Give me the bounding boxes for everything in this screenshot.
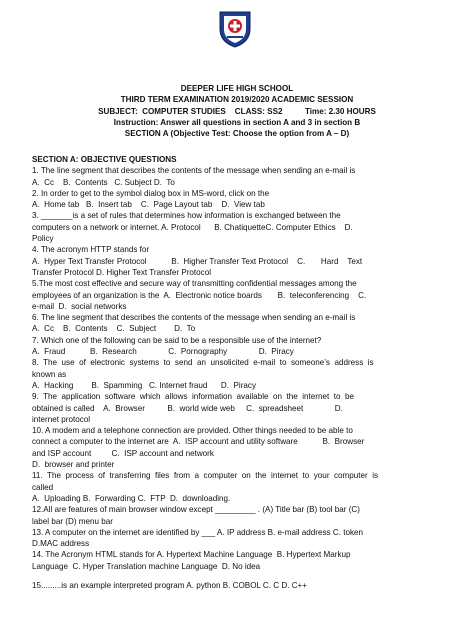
exam-title: THIRD TERM EXAMINATION 2019/2020 ACADEMIC SESSION <box>120 95 354 105</box>
question-line: called <box>32 482 54 492</box>
question-line: Transfer Protocol D. Higher Text Transfer Protocol <box>32 267 212 277</box>
school-name: DEEPER LIFE HIGH SCHOOL <box>180 84 294 93</box>
question-line: A. Hacking B. Spamming C. Internet fraud D. Piracy <box>32 380 257 390</box>
question-item <box>32 470 450 504</box>
questions-body <box>32 146 450 591</box>
question-item <box>32 210 450 244</box>
exam-header <box>0 83 474 139</box>
question-line: A. Hyper Text Transfer Protocol B. Higher Transfer Text Protocol C. Hard Text <box>32 256 363 266</box>
question-line: known as <box>32 369 67 379</box>
question-line: 10. A modem and a telephone connection are provided. Other things needed to be able to <box>32 426 353 436</box>
question-line: 8. The use of electronic systems to send an unsolicited e-mail to someone’s address is <box>32 358 374 368</box>
question-line: employees of an organization is the A. Electronic notice boards B. teleconferencing C. <box>32 290 367 300</box>
question-line: e-mail D. social networks <box>32 301 127 311</box>
question-line: obtained is called A. Browser B. world wide web C. spreadsheet D. <box>32 403 343 413</box>
school-crest-icon <box>217 9 253 49</box>
question-item <box>32 244 450 278</box>
question-line: A. Fraud B. Research C. Pornography D. Piracy <box>32 347 294 357</box>
question-list <box>32 165 450 591</box>
question-line: 6. The line segment that describes the contents of the message when sending an e-mail is <box>32 313 356 323</box>
question-item <box>32 312 450 335</box>
question-line: D.MAC address <box>32 539 90 549</box>
question-line: 2. In order to get to the symbol dialog box in MS-word, click on the <box>32 188 270 198</box>
question-item <box>32 165 450 188</box>
question-line: 9. The application software which allows information available on the internet to be <box>32 392 354 402</box>
question-line: connect a computer to the internet are A. ISP account and utility software B. Browser <box>32 437 365 447</box>
question-line: 5.The most cost effective and secure way of transmitting confidential messages among the <box>32 279 357 289</box>
question-item <box>32 527 450 550</box>
question-line: A. Cc B. Contents C. Subject D. To <box>32 177 175 187</box>
question-line: computers on a network or internet. A. Protocol B. ChatiquetteC. Computer Ethics D. <box>32 222 353 232</box>
question-item <box>32 357 450 391</box>
question-item <box>32 188 450 211</box>
question-line: 14. The Acronym HTML stands for A. Hypertext Machine Language B. Hypertext Markup <box>32 550 351 560</box>
question-line: 12.All are features of main browser window except _________ . (A) Title bar (B) tool bar (C) <box>32 505 360 515</box>
question-item <box>32 549 450 572</box>
question-item <box>32 580 450 591</box>
question-line: A. Home tab B. Insert tab C. Page Layout tab D. View tab <box>32 200 265 210</box>
question-line: 4. The acronym HTTP stands for <box>32 245 150 255</box>
question-item <box>32 504 450 527</box>
question-line: 15.........is an example interpreted program A. python B. COBOL C. C D. C++ <box>32 580 308 590</box>
question-line: 3. _______is a set of rules that determines how information is exchanged between the <box>32 211 341 221</box>
question-line: 1. The line segment that describes the contents of the message when sending an e-mail is <box>32 166 356 176</box>
section-a-heading: SECTION A (Objective Test: Choose the option from A – D) <box>124 129 350 139</box>
question-line: and ISP account C. ISP account and network <box>32 448 214 458</box>
instruction: Instruction: Answer all questions in section A and 3 in section B <box>113 117 361 127</box>
question-line: A. Cc B. Contents C. Subject D. To <box>32 324 196 334</box>
subject-line: SUBJECT: COMPUTER STUDIES CLASS: SS2 Time: 2.30 HOURS <box>98 106 376 116</box>
question-line: Policy <box>32 234 54 244</box>
question-line: 13. A computer on the internet are identified by ___ A. IP address B. e-mail address C. token <box>32 527 363 537</box>
question-item <box>32 425 450 470</box>
question-line: 7. Which one of the following can be said to be a responsible use of the internet? <box>32 335 322 345</box>
question-line: 11. The process of transferring files from a computer on the internet to your computer is <box>32 471 379 481</box>
question-item <box>32 335 450 358</box>
question-line: Language C. Hyper Translation machine Language D. No idea <box>32 561 261 571</box>
question-line: A. Uploading B. Forwarding C. FTP D. downloading. <box>32 493 231 503</box>
question-line: label bar (D) menu bar <box>32 516 113 526</box>
question-line: internet protocol <box>32 414 91 424</box>
question-line: D. browser and printer <box>32 460 115 470</box>
question-item <box>32 391 450 425</box>
section-title: SECTION A: OBJECTIVE QUESTIONS <box>32 155 177 164</box>
question-item <box>32 278 450 312</box>
